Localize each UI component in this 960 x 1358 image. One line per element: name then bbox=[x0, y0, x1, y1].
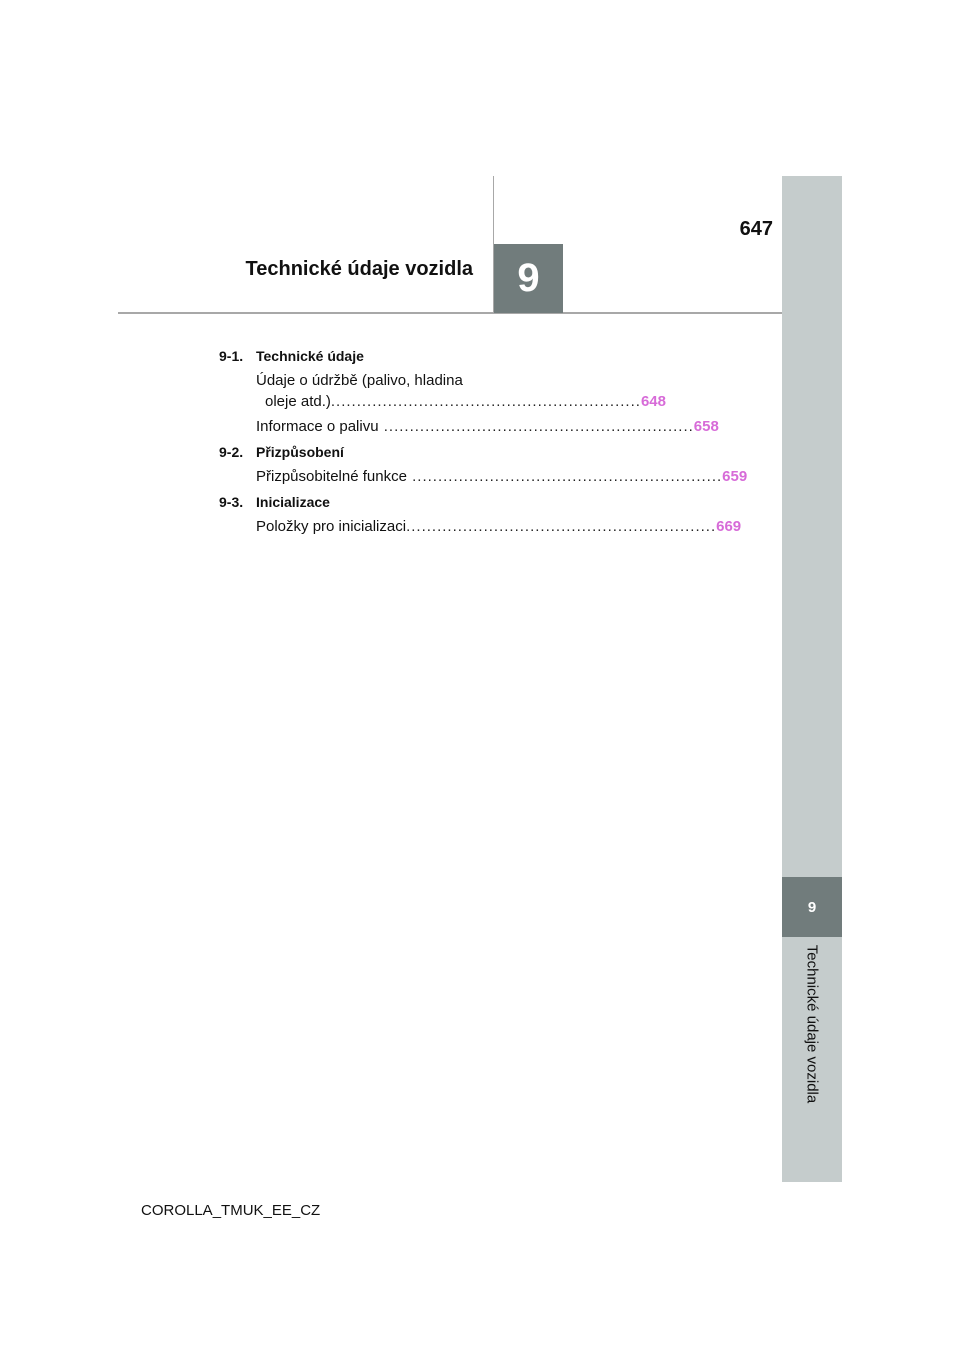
toc-leader-dots: ............................................................ bbox=[378, 418, 694, 435]
toc-section-number: 9-1. bbox=[219, 348, 244, 364]
toc-leader-dots: ............................................................ bbox=[406, 468, 723, 485]
toc-page-link[interactable]: 648 bbox=[640, 393, 666, 410]
toc-entry[interactable] bbox=[256, 418, 719, 435]
chapter-title: Technické údaje vozidla bbox=[245, 258, 473, 280]
side-tab-chapter-title: Technické údaje vozidla bbox=[803, 944, 821, 1104]
side-tab-chapter-number: 9 bbox=[782, 877, 842, 937]
toc-page-link[interactable]: 658 bbox=[693, 418, 719, 435]
toc-page-link[interactable]: 669 bbox=[716, 518, 742, 535]
document-code: COROLLA_TMUK_EE_CZ bbox=[141, 1202, 321, 1219]
toc-entry-title: Přizpůsobitelné funkce bbox=[256, 468, 407, 485]
page-number: 647 bbox=[739, 218, 773, 240]
toc-entry-title: Položky pro inicializaci bbox=[256, 518, 407, 535]
toc-section-title: Přizpůsobení bbox=[256, 444, 344, 460]
toc-entry[interactable] bbox=[265, 393, 666, 410]
toc-page-link[interactable]: 659 bbox=[722, 468, 748, 485]
toc-section-title: Technické údaje bbox=[256, 348, 364, 364]
toc-section-number: 9-2. bbox=[219, 444, 244, 460]
toc-section-number: 9-3. bbox=[219, 494, 244, 510]
toc-leader-dots: ............................................................ bbox=[330, 393, 641, 410]
toc-leader-dots: ............................................................ bbox=[406, 518, 717, 535]
toc-entry-line1[interactable]: Údaje o údržbě (palivo, hladina bbox=[256, 372, 463, 389]
toc-section-title: Inicializace bbox=[256, 494, 330, 510]
toc-entry-title: oleje atd.) bbox=[265, 393, 331, 410]
chapter-number-box: 9 bbox=[494, 244, 563, 313]
header-rule bbox=[118, 312, 782, 314]
toc-entry[interactable] bbox=[256, 518, 742, 535]
toc-entry[interactable] bbox=[256, 468, 748, 485]
toc-entry-title: Informace o palivu bbox=[256, 418, 379, 435]
